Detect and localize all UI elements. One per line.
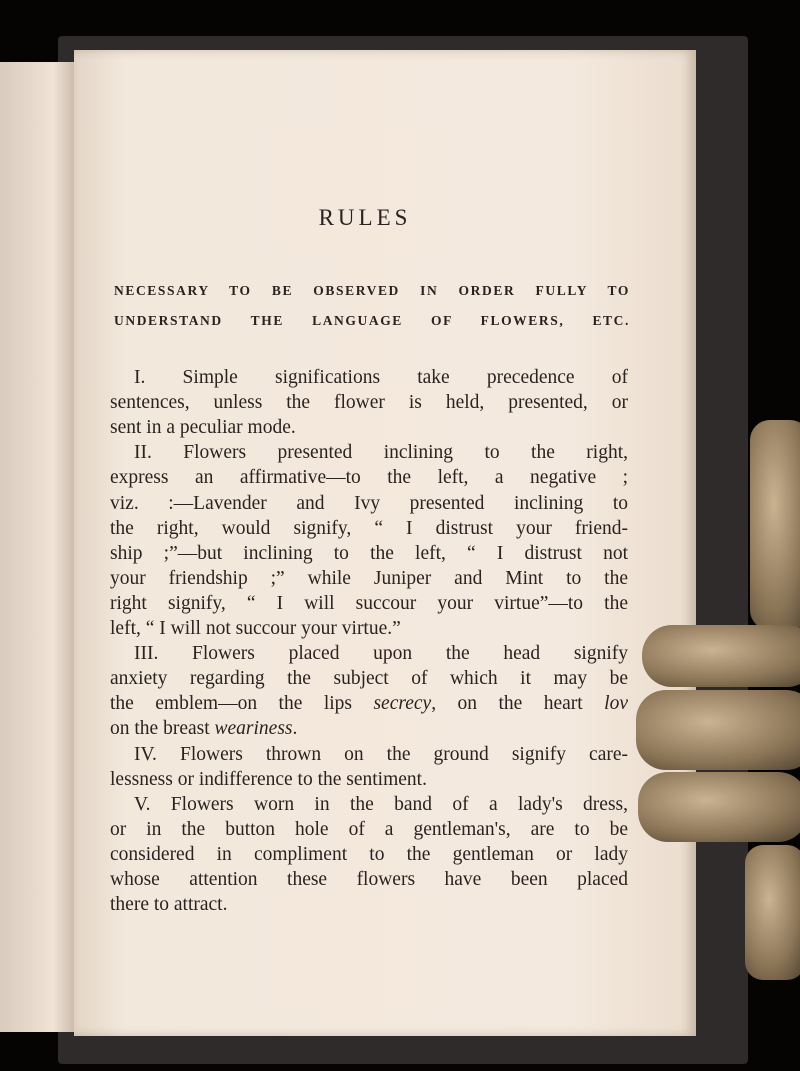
text-segment: anxiety regarding the subject of which it may be	[110, 668, 628, 690]
text-segment: your friendship ;” while Juniper and Mint to the	[110, 567, 628, 589]
text-segment: lessness or indifference to the sentiment.	[110, 768, 427, 790]
text-line	[110, 542, 628, 566]
text-segment: right signify, “ I will succour your virtue”—to the	[110, 592, 628, 614]
text-line	[110, 893, 628, 917]
text-segment: , on the heart	[431, 693, 605, 715]
text-segment: considered in compliment to the gentleman or lady	[110, 843, 628, 865]
text-segment: or in the button hole of a gentleman's, are to be	[110, 818, 628, 840]
text-line	[110, 717, 628, 741]
text-line	[110, 617, 628, 641]
text-segment: .	[292, 718, 298, 740]
subtitle-line-1: NECESSARY TO BE OBSERVED IN ORDER FULLY TO	[114, 283, 630, 298]
text-line	[110, 868, 628, 892]
text-segment: II. Flowers presented inclining to the right,	[134, 442, 628, 464]
text-line	[110, 517, 628, 541]
text-line	[110, 492, 628, 516]
text-segment: V. Flowers worn in the band of a lady's dress,	[134, 793, 628, 815]
text-segment: the right, would signify, “ I distrust your friend-	[110, 517, 628, 539]
page-clamp-base	[745, 845, 800, 980]
text-segment: the emblem—on the lips	[110, 693, 374, 715]
text-line	[110, 818, 628, 842]
text-segment: there to attract.	[110, 894, 228, 916]
text-line	[110, 466, 628, 490]
text-segment: IV. Flowers thrown on the ground signify care-	[134, 743, 628, 765]
text-line	[110, 416, 628, 440]
italic-text: lov	[604, 693, 628, 715]
text-line	[134, 642, 628, 666]
text-line	[134, 793, 628, 817]
text-segment: sent in a peculiar mode.	[110, 417, 296, 439]
text-line	[110, 692, 628, 716]
page-clamp-finger	[636, 690, 800, 770]
text-segment: left, “ I will not succour your virtue.”	[110, 618, 401, 639]
text-line	[134, 441, 628, 465]
text-segment: whose attention these flowers have been placed	[110, 869, 628, 890]
text-segment: I. Simple significations take precedence of	[134, 367, 628, 388]
text-segment: ship ;”—but inclining to the left, “ I distrust not	[110, 542, 628, 564]
page-title: RULES	[318, 205, 412, 230]
page-clamp-finger	[642, 625, 800, 687]
italic-text: weariness	[214, 718, 293, 740]
italic-text: secrecy	[373, 693, 432, 715]
text-segment: on the breast	[110, 718, 215, 740]
text-segment: III. Flowers placed upon the head signify	[134, 643, 628, 665]
text-line	[110, 667, 628, 691]
text-line	[110, 592, 628, 616]
text-segment: viz. :—Lavender and Ivy presented inclining to	[110, 492, 628, 514]
subtitle-line-2: UNDERSTAND THE LANGUAGE OF FLOWERS, ETC.	[114, 313, 630, 328]
page-clamp-finger	[638, 772, 800, 842]
page-clamp	[750, 420, 800, 630]
text-line	[110, 768, 628, 792]
text-segment: express an affirmative—to the left, a negative ;	[110, 467, 628, 489]
text-segment: sentences, unless the flower is held, presented, or	[110, 392, 628, 414]
text-line	[134, 366, 628, 390]
text-line	[110, 391, 628, 415]
text-line	[134, 743, 628, 767]
text-line	[110, 567, 628, 591]
text-line	[110, 843, 628, 867]
